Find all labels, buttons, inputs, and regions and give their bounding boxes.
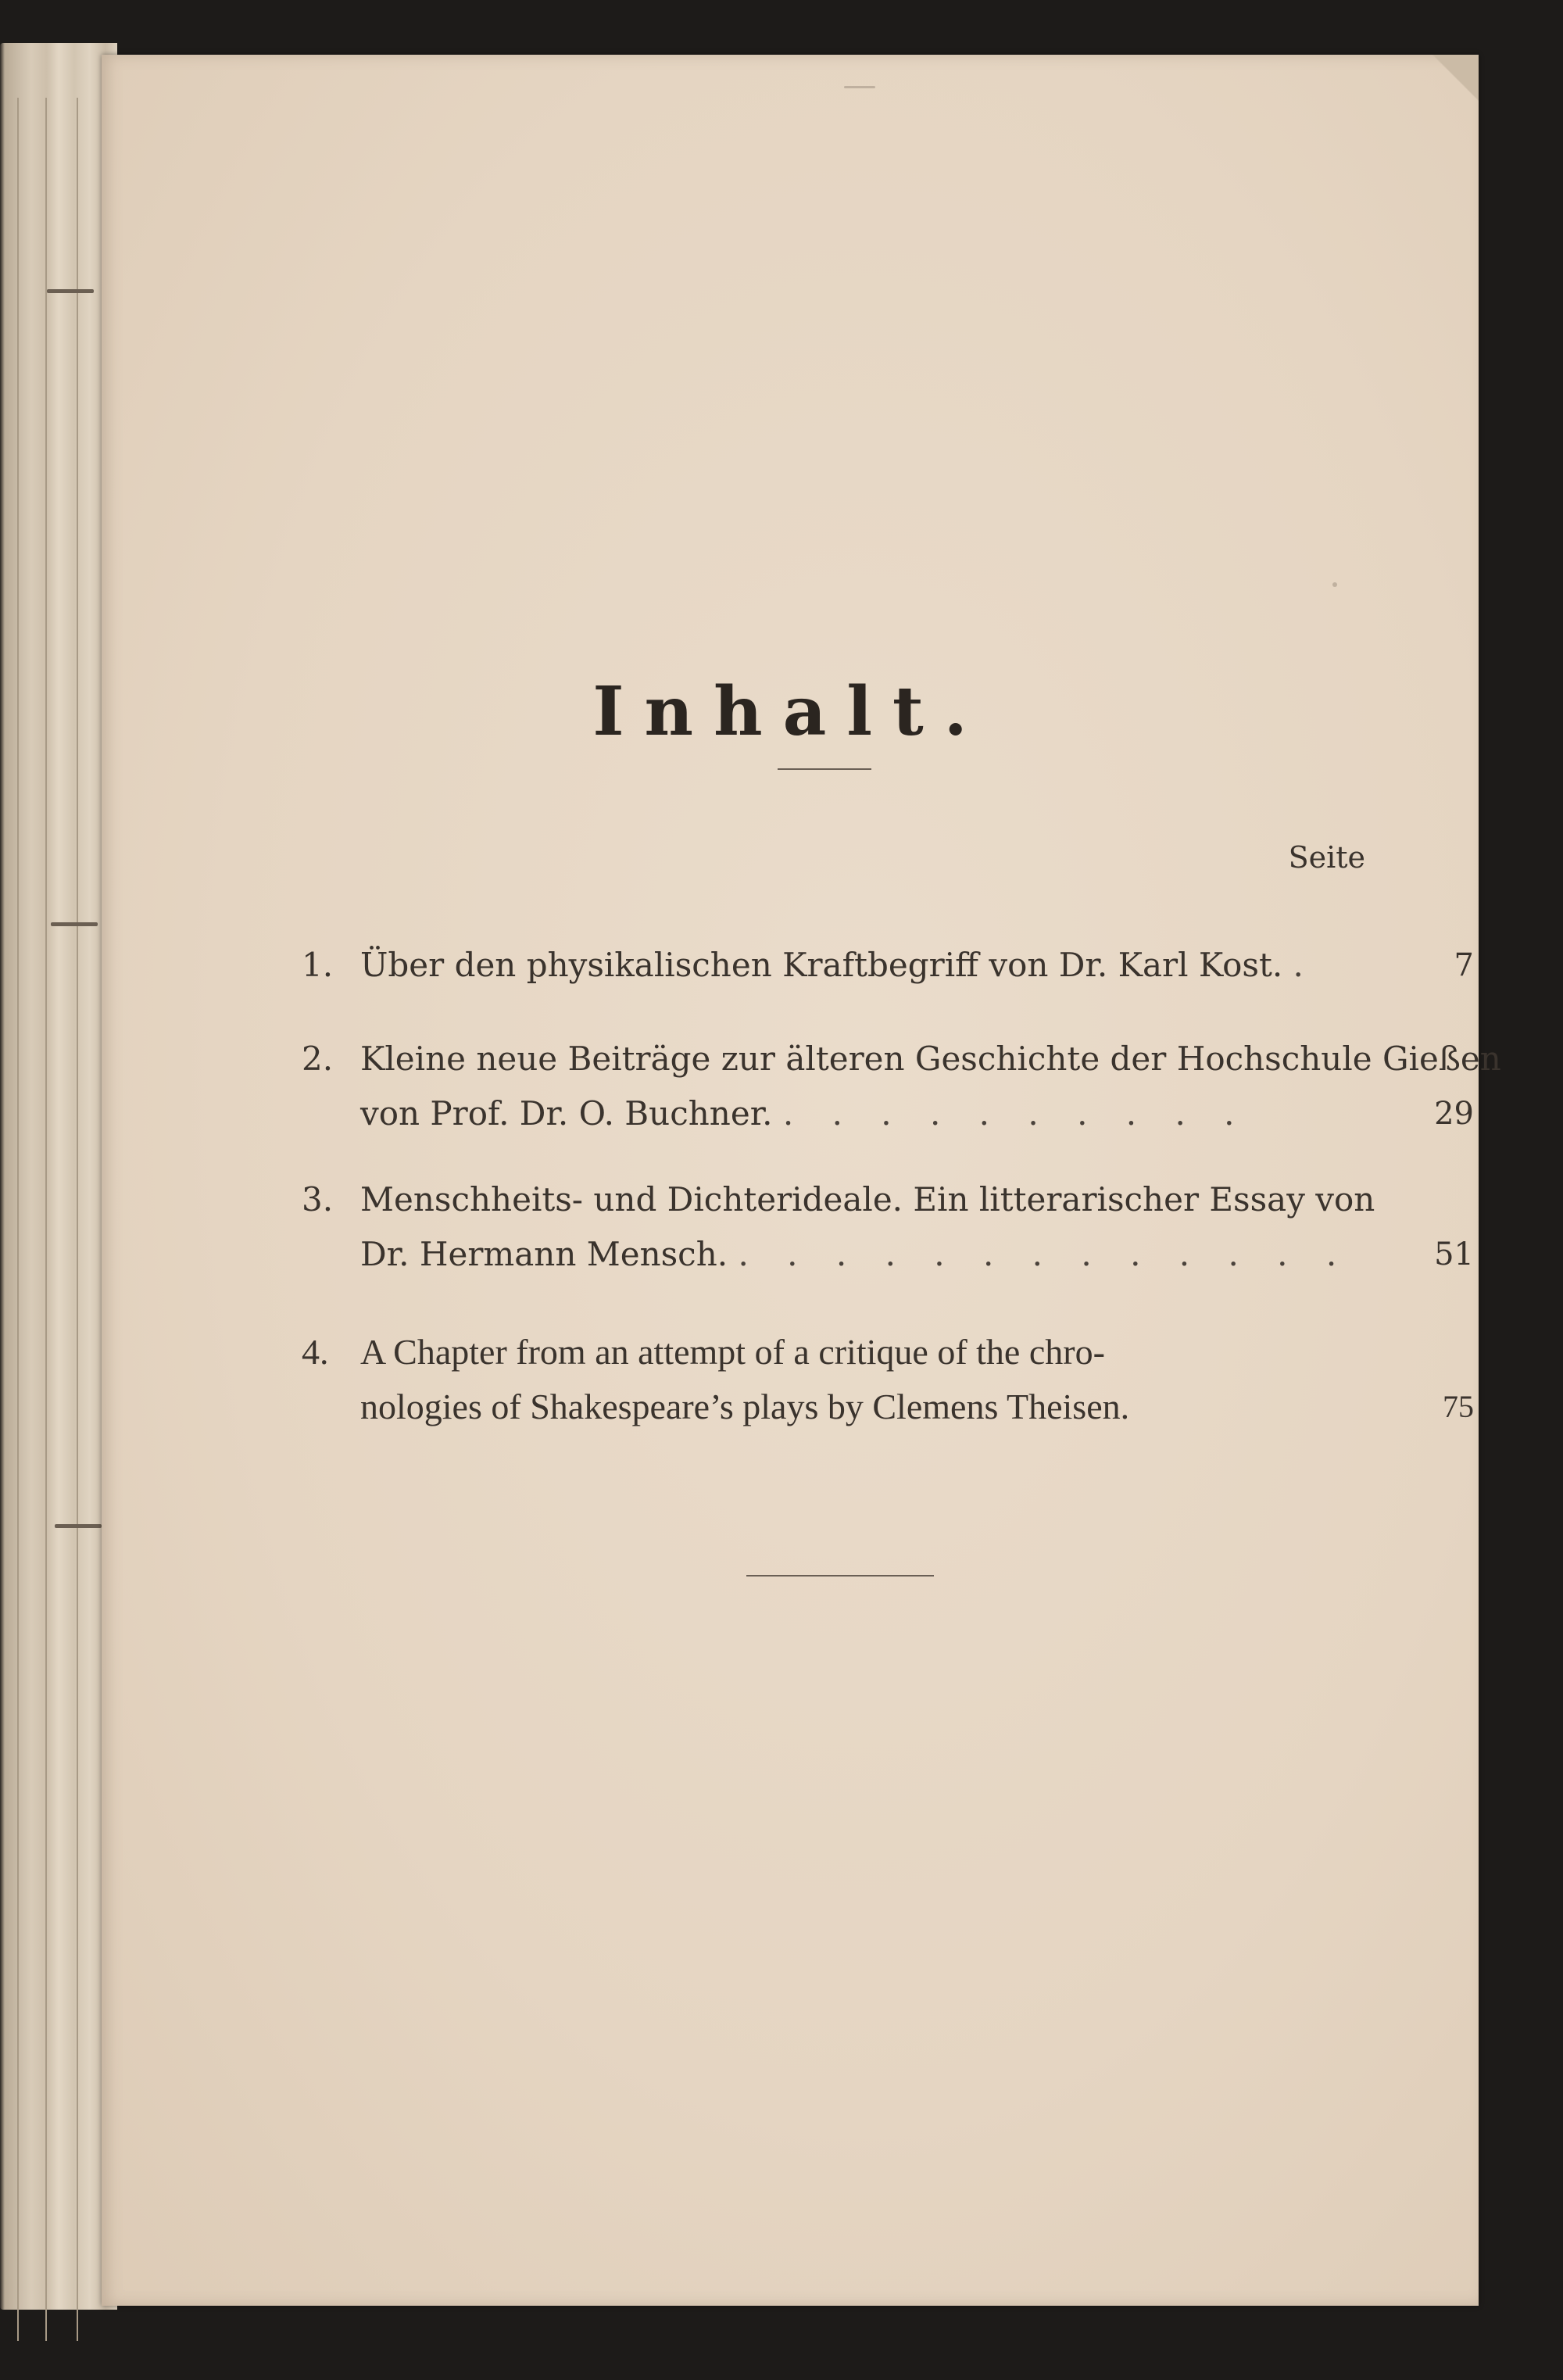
page-edge-line bbox=[17, 98, 19, 2341]
binding-mark bbox=[51, 922, 98, 926]
book-page bbox=[102, 55, 1501, 2306]
toc-entry bbox=[302, 938, 1474, 993]
page-speck bbox=[1332, 582, 1337, 587]
toc-page-number: 75 bbox=[1443, 1389, 1474, 1424]
toc-entry-text bbox=[360, 1172, 1474, 1282]
toc-entry-line: Über den physikalischen Kraftbegriff von Dr. Karl Kost. . 7 bbox=[360, 938, 1407, 993]
toc-entry bbox=[302, 1032, 1501, 1141]
toc-page-number: 51 bbox=[1434, 1237, 1474, 1272]
toc-entry-number: 2. bbox=[302, 1040, 334, 1078]
toc-entry-text bbox=[360, 1325, 1474, 1434]
toc-entry-line: von Prof. Dr. O. Buchner. . . . . . . . . . . 29 bbox=[360, 1086, 1407, 1141]
toc-entry bbox=[302, 1325, 1474, 1434]
toc-page-number: 7 bbox=[1454, 947, 1474, 983]
toc-entry bbox=[302, 1172, 1474, 1282]
book-page-edges bbox=[0, 43, 117, 2310]
binding-mark bbox=[47, 289, 94, 293]
bottom-rule bbox=[746, 1575, 934, 1577]
toc-leader-dots: . bbox=[1293, 946, 1318, 984]
page-speck bbox=[844, 86, 875, 88]
toc-entry-text bbox=[360, 1032, 1501, 1141]
toc-entry-number: 4. bbox=[302, 1332, 329, 1372]
toc-leader-dots: . . . . . . . . . . bbox=[782, 1094, 1249, 1133]
page-edge-line bbox=[77, 98, 78, 2341]
toc-entry-number: 3. bbox=[302, 1180, 334, 1219]
page-column-header: Seite bbox=[1288, 840, 1365, 875]
toc-entry-line: A Chapter from an attempt of a critique of the chro- bbox=[360, 1332, 1105, 1372]
title-rule bbox=[778, 768, 871, 770]
page-edge-line bbox=[45, 98, 47, 2341]
page-title: Inhalt. bbox=[592, 672, 988, 751]
toc-entry-text bbox=[360, 938, 1474, 993]
toc-entry-number: 1. bbox=[302, 946, 334, 984]
binding-mark bbox=[55, 1524, 102, 1528]
toc-entry-line: Dr. Hermann Mensch. . . . . . . . . . . . . . 51 bbox=[360, 1227, 1407, 1282]
page-corner-fold bbox=[1432, 55, 1479, 102]
toc-page-number: 29 bbox=[1434, 1096, 1474, 1132]
toc-entry-line: Menschheits- und Dichterideale. Ein litterarischer Essay von bbox=[360, 1180, 1375, 1219]
toc-entry-line: nologies of Shakespeare’s plays by Clemens Theisen. 75 bbox=[360, 1380, 1407, 1434]
toc-leader-dots: . . . . . . . . . . . . . bbox=[738, 1235, 1351, 1273]
toc-entry-line: Kleine neue Beiträge zur älteren Geschichte der Hochschule Gießen bbox=[360, 1040, 1501, 1078]
